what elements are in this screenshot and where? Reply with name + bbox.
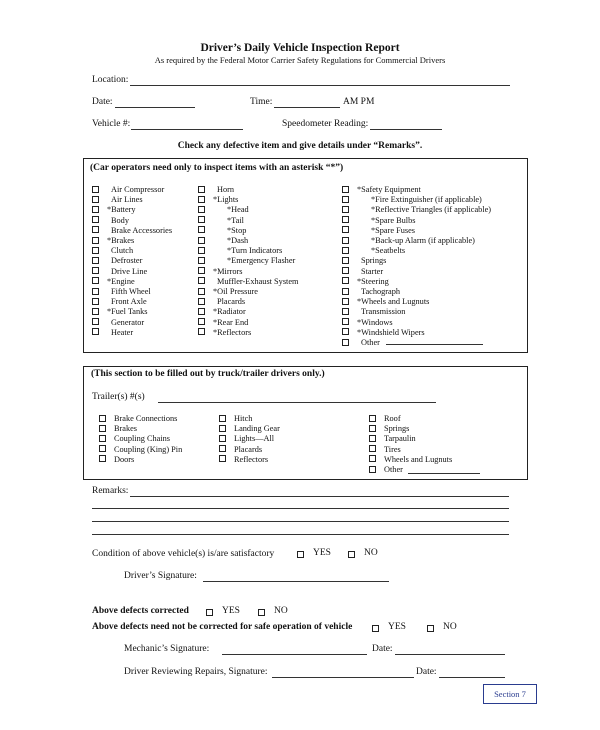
condition-yes-label: YES: [313, 548, 331, 558]
checklist-item-label: *Radiator: [213, 307, 246, 317]
form-title: Driver’s Daily Vehicle Inspection Report: [200, 42, 400, 54]
checkbox[interactable]: [342, 318, 349, 325]
checklist-item[interactable]: [92, 226, 172, 236]
checklist-item[interactable]: [99, 424, 137, 434]
defects-not-needed-yes-checkbox[interactable]: [372, 625, 379, 632]
checklist-item-label: *Spare Fuses: [371, 225, 416, 235]
checklist-item-label: Heater: [111, 327, 134, 337]
checklist-item-label: Tachograph: [361, 287, 401, 296]
condition-label: Condition of above vehicle(s) is/are satisfactory: [92, 549, 275, 559]
defects-corrected-yes-checkbox[interactable]: [206, 609, 213, 616]
checklist-item[interactable]: [198, 195, 238, 205]
checkbox[interactable]: [369, 435, 376, 442]
checklist-item[interactable]: [99, 455, 134, 465]
checklist-item[interactable]: [198, 256, 295, 266]
mechanic-signature-field[interactable]: [222, 654, 367, 655]
checkbox[interactable]: [198, 257, 205, 264]
checklist-item-label: Springs: [361, 256, 387, 266]
checklist-item-label: Coupling Chains: [114, 434, 171, 444]
checklist-item[interactable]: [92, 297, 147, 307]
checklist-item-label: *Battery: [107, 205, 136, 215]
checkbox[interactable]: [198, 267, 205, 274]
checklist-item[interactable]: [198, 318, 248, 328]
defects-not-needed-no-label: NO: [443, 622, 457, 632]
checkbox[interactable]: [198, 247, 205, 254]
checklist-item[interactable]: [92, 267, 147, 277]
checklist-item-label: Tires: [384, 444, 401, 454]
checklist-item-label: Brake Accessories: [111, 225, 173, 235]
section-badge: Section 7: [483, 684, 537, 704]
checklist-item-label: Horn: [217, 185, 235, 194]
checklist-item[interactable]: [99, 434, 170, 444]
checklist-item-label: *Windows: [357, 317, 393, 327]
mechanic-date-field[interactable]: [395, 654, 505, 655]
checklist-item[interactable]: [342, 297, 429, 307]
defects-corrected-yes-label: YES: [222, 606, 240, 616]
checklist-item-label: *Fire Extinguisher (if applicable): [371, 195, 482, 205]
defects-not-needed-no-checkbox[interactable]: [427, 625, 434, 632]
checklist-item[interactable]: [99, 445, 182, 455]
checklist-item[interactable]: [92, 256, 142, 266]
checklist-item-label: Front Axle: [111, 297, 147, 307]
remarks-line-3[interactable]: [92, 521, 509, 522]
time-field[interactable]: [274, 107, 340, 108]
checklist-item-label: Landing Gear: [234, 424, 280, 434]
remarks-line-1[interactable]: [130, 496, 509, 497]
checklist-item-label: Brakes: [114, 424, 138, 434]
checkbox[interactable]: [342, 277, 349, 284]
checkbox[interactable]: [342, 226, 349, 233]
checkbox[interactable]: [198, 318, 205, 325]
truck-other-field[interactable]: [408, 473, 480, 474]
checklist-item-label: *Emergency Flasher: [227, 256, 296, 266]
checklist-item-label: Body: [111, 215, 129, 225]
checklist-item[interactable]: [342, 307, 405, 317]
location-label: Location:: [92, 75, 129, 85]
checkbox[interactable]: [92, 328, 99, 335]
checklist-item-label: *Fuel Tanks: [107, 307, 148, 317]
checklist-item[interactable]: [219, 455, 268, 465]
checklist-item-label: Other: [384, 465, 403, 474]
instruction-text: Check any defective item and give details under “Remarks”.: [177, 141, 423, 151]
checklist-item[interactable]: [92, 307, 148, 317]
date-field[interactable]: [115, 107, 195, 108]
checklist-item-label: Clutch: [111, 246, 134, 256]
checklist-item-label: Drive Line: [111, 266, 148, 276]
checklist-item[interactable]: [369, 445, 401, 455]
checklist-item[interactable]: [369, 465, 403, 475]
checkbox[interactable]: [92, 298, 99, 305]
checkbox[interactable]: [198, 206, 205, 213]
checkbox[interactable]: [92, 267, 99, 274]
speedometer-field[interactable]: [370, 129, 442, 130]
checkbox[interactable]: [342, 267, 349, 274]
checkbox[interactable]: [219, 455, 226, 462]
checkbox[interactable]: [342, 308, 349, 315]
checklist-item[interactable]: [342, 267, 383, 277]
checklist-item-label: *Wheels and Lugnuts: [357, 297, 430, 307]
checklist-item[interactable]: [342, 328, 425, 338]
checklist-item-label: Placards: [217, 297, 246, 307]
checklist-item[interactable]: [342, 338, 380, 348]
checklist-item[interactable]: [92, 195, 143, 205]
checklist-item-label: *Safety Equipment: [357, 185, 421, 194]
checklist-item[interactable]: [342, 185, 421, 195]
checkbox[interactable]: [198, 277, 205, 284]
checklist-item-label: Air Compressor: [111, 185, 165, 194]
drivers-signature-label: Driver’s Signature:: [124, 571, 197, 581]
checkbox[interactable]: [342, 339, 349, 346]
checklist-item[interactable]: [198, 185, 234, 195]
checklist-item[interactable]: [198, 267, 243, 277]
checklist-item[interactable]: [198, 236, 248, 246]
checklist-item[interactable]: [219, 414, 252, 424]
checklist-item-label: *Steering: [357, 276, 389, 286]
form-subtitle: As required by the Federal Motor Carrier Safety Regulations for Commercial Drivers: [154, 55, 446, 65]
checklist-item[interactable]: [198, 226, 246, 236]
checklist-item[interactable]: [369, 414, 401, 424]
car-section-heading: (Car operators need only to inspect items with an asterisk “*”): [90, 163, 344, 173]
checkbox[interactable]: [342, 257, 349, 264]
checklist-item-label: *Stop: [227, 225, 247, 235]
checklist-item[interactable]: [369, 424, 409, 434]
checklist-item[interactable]: [198, 205, 249, 215]
checklist-item-label: Doors: [114, 454, 135, 464]
checklist-item[interactable]: [198, 216, 244, 226]
checklist-item-label: Reflectors: [234, 454, 269, 464]
checkbox[interactable]: [99, 415, 106, 422]
reviewing-date-field[interactable]: [439, 677, 505, 678]
checklist-item[interactable]: [219, 434, 274, 444]
checklist-item-label: *Head: [227, 205, 249, 215]
reviewing-signature-label: Driver Reviewing Repairs, Signature:: [124, 667, 268, 677]
checklist-item[interactable]: [342, 236, 475, 246]
checklist-item[interactable]: [99, 414, 177, 424]
checkbox[interactable]: [342, 288, 349, 295]
trailer-label: Trailer(s) #(s): [92, 392, 145, 402]
checklist-item-label: *Reflective Triangles (if applicable): [371, 205, 492, 215]
checkbox[interactable]: [369, 455, 376, 462]
checkbox[interactable]: [342, 247, 349, 254]
checkbox[interactable]: [369, 445, 376, 452]
checkbox[interactable]: [198, 288, 205, 295]
checklist-item-label: *Lights: [213, 195, 239, 205]
checkbox[interactable]: [92, 308, 99, 315]
checklist-item[interactable]: [92, 216, 129, 226]
checklist-item[interactable]: [92, 205, 136, 215]
checkbox[interactable]: [198, 196, 205, 203]
checklist-item-label: *Reflectors: [213, 327, 252, 337]
checklist-item-label: *Windshield Wipers: [357, 327, 425, 337]
checklist-item[interactable]: [342, 226, 415, 236]
defects-corrected-no-checkbox[interactable]: [258, 609, 265, 616]
checklist-item[interactable]: [342, 277, 389, 287]
checkbox[interactable]: [92, 226, 99, 233]
checklist-item[interactable]: [342, 195, 482, 205]
checkbox[interactable]: [92, 206, 99, 213]
vehicle-label: Vehicle #:: [92, 119, 131, 129]
checklist-item[interactable]: [342, 256, 386, 266]
vehicle-field[interactable]: [131, 129, 243, 130]
car-other-field[interactable]: [386, 344, 483, 345]
checkbox[interactable]: [198, 216, 205, 223]
checklist-item-label: Generator: [111, 317, 145, 327]
checkbox[interactable]: [92, 247, 99, 254]
checkbox[interactable]: [219, 425, 226, 432]
checklist-item[interactable]: [342, 246, 405, 256]
speedometer-label: Speedometer Reading:: [282, 119, 369, 129]
checkbox[interactable]: [342, 186, 349, 193]
checklist-item-label: Roof: [384, 414, 401, 423]
checklist-item[interactable]: [198, 328, 251, 338]
defects-corrected-no-label: NO: [274, 606, 288, 616]
checkbox[interactable]: [92, 257, 99, 264]
checkbox[interactable]: [99, 455, 106, 462]
checklist-item-label: Other: [361, 338, 380, 347]
reviewing-signature-field[interactable]: [272, 677, 414, 678]
checkbox[interactable]: [342, 206, 349, 213]
checklist-item[interactable]: [92, 236, 134, 246]
time-label: Time:: [250, 97, 273, 107]
am-pm-label: AM PM: [343, 97, 375, 107]
checklist-item-label: *Rear End: [213, 317, 249, 327]
checklist-item[interactable]: [198, 277, 299, 287]
checklist-item[interactable]: [369, 434, 416, 444]
checklist-item[interactable]: [92, 246, 133, 256]
checkbox[interactable]: [342, 216, 349, 223]
checkbox[interactable]: [198, 237, 205, 244]
checklist-item-label: *Engine: [107, 276, 135, 286]
checklist-item[interactable]: [92, 277, 135, 287]
checkbox[interactable]: [92, 216, 99, 223]
checkbox[interactable]: [198, 328, 205, 335]
remarks-line-4[interactable]: [92, 534, 509, 535]
checkbox[interactable]: [219, 445, 226, 452]
checkbox[interactable]: [342, 328, 349, 335]
checklist-item-label: *Mirrors: [213, 266, 243, 276]
checkbox[interactable]: [198, 186, 205, 193]
checklist-item-label: *Back-up Alarm (if applicable): [371, 236, 475, 245]
checklist-item-label: Air Lines: [111, 195, 143, 205]
checklist-item[interactable]: [92, 328, 133, 338]
checklist-item[interactable]: [219, 424, 280, 434]
checklist-item-label: *Spare Bulbs: [371, 215, 416, 225]
checkbox[interactable]: [342, 196, 349, 203]
checklist-item[interactable]: [198, 307, 246, 317]
checklist-item-label: Springs: [384, 424, 410, 434]
checkbox[interactable]: [198, 226, 205, 233]
checklist-item-label: Placards: [234, 444, 263, 454]
checklist-item-label: Wheels and Lugnuts: [384, 454, 453, 464]
checklist-item[interactable]: [342, 287, 400, 297]
remarks-line-2[interactable]: [92, 508, 509, 509]
condition-no-checkbox[interactable]: [348, 551, 355, 558]
checkbox[interactable]: [92, 318, 99, 325]
checkbox[interactable]: [92, 186, 99, 193]
date-label: Date:: [92, 97, 113, 107]
checklist-item[interactable]: [92, 185, 164, 195]
checkbox[interactable]: [342, 237, 349, 244]
checklist-item[interactable]: [92, 287, 151, 297]
defects-not-needed-yes-label: YES: [388, 622, 406, 632]
checklist-item-label: *Brakes: [107, 236, 135, 245]
checklist-item-label: *Seatbelts: [371, 246, 406, 256]
drivers-signature-field[interactable]: [203, 581, 389, 582]
checklist-item[interactable]: [342, 205, 491, 215]
checklist-item-label: Brake Connections: [114, 414, 178, 423]
trailer-field[interactable]: [158, 402, 436, 403]
checklist-item-label: *Turn Indicators: [227, 246, 283, 256]
checklist-item-label: *Dash: [227, 236, 249, 245]
checklist-item-label: Hitch: [234, 414, 253, 423]
checkbox[interactable]: [99, 435, 106, 442]
checkbox[interactable]: [369, 415, 376, 422]
location-field[interactable]: [130, 85, 510, 86]
checkbox[interactable]: [369, 466, 376, 473]
checkbox[interactable]: [198, 298, 205, 305]
truck-section-heading: (This section to be filled out by truck/trailer drivers only.): [91, 369, 325, 379]
remarks-label: Remarks:: [92, 486, 129, 496]
defects-corrected-label: Above defects corrected: [92, 606, 189, 616]
defects-not-needed-label: Above defects need not be corrected for safe operation of vehicle: [92, 622, 353, 632]
checklist-item-label: Muffler-Exhaust System: [217, 276, 299, 286]
checklist-item[interactable]: [92, 318, 144, 328]
checklist-item[interactable]: [369, 455, 452, 465]
checklist-item-label: Transmission: [361, 307, 406, 317]
checkbox[interactable]: [99, 425, 106, 432]
mechanic-signature-label: Mechanic’s Signature:: [124, 644, 210, 654]
checklist-item[interactable]: [342, 318, 393, 328]
checkbox[interactable]: [198, 308, 205, 315]
checkbox[interactable]: [342, 298, 349, 305]
checklist-item-label: Fifth Wheel: [111, 287, 151, 296]
checkbox[interactable]: [99, 445, 106, 452]
checkbox[interactable]: [92, 237, 99, 244]
checklist-item-label: Coupling (King) Pin: [114, 444, 183, 454]
checklist-item[interactable]: [198, 287, 258, 297]
checklist-item-label: Defroster: [111, 256, 143, 266]
checkbox[interactable]: [369, 425, 376, 432]
checkbox[interactable]: [219, 435, 226, 442]
checklist-item-label: *Oil Pressure: [213, 287, 258, 296]
checklist-item-label: Starter: [361, 266, 384, 276]
checkbox[interactable]: [92, 196, 99, 203]
checklist-item-label: *Tail: [227, 215, 244, 225]
checklist-item-label: Tarpaulin: [384, 434, 416, 444]
checkbox[interactable]: [219, 415, 226, 422]
checkbox[interactable]: [92, 277, 99, 284]
checklist-item[interactable]: [342, 216, 415, 226]
checklist-item-label: Lights—All: [234, 434, 275, 444]
mechanic-date-label: Date:: [372, 644, 393, 654]
checklist-item[interactable]: [198, 297, 245, 307]
condition-no-label: NO: [364, 548, 378, 558]
condition-yes-checkbox[interactable]: [297, 551, 304, 558]
checklist-item[interactable]: [198, 246, 282, 256]
checklist-item[interactable]: [219, 445, 262, 455]
checkbox[interactable]: [92, 288, 99, 295]
reviewing-date-label: Date:: [416, 667, 437, 677]
